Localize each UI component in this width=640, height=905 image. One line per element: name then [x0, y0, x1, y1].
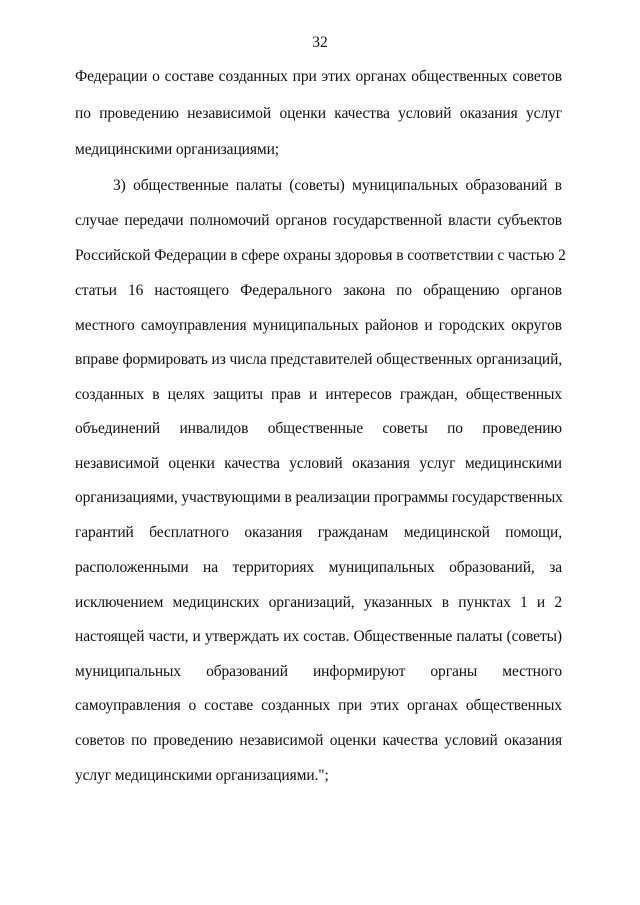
- text-line: созданных в целях защиты прав и интересов граждан, общественных: [75, 386, 562, 403]
- text-line: по проведению независимой оценки качества условий оказания услуг: [75, 105, 562, 122]
- text-line: случае передачи полномочий органов государственной власти субъектов: [75, 212, 562, 229]
- text-line: самоуправления о составе созданных при этих органах общественных: [75, 697, 562, 714]
- page-number: 32: [312, 34, 328, 51]
- text-line: Российской Федерации в сфере охраны здоровья в соответствии с частью 2: [75, 247, 566, 264]
- text-line: Федерации о составе созданных при этих органах общественных советов: [75, 68, 562, 85]
- text-line: медицинскими организациями;: [75, 141, 279, 158]
- text-line: объединений инвалидов общественные советы по проведению: [75, 420, 562, 437]
- text-line: независимой оценки качества условий оказания услуг медицинскими: [75, 455, 562, 472]
- text-line: вправе формировать из числа представителей общественных организаций,: [75, 351, 563, 368]
- text-line: статьи 16 настоящего Федерального закона по обращению органов: [75, 282, 562, 299]
- text-line: местного самоуправления муниципальных районов и городских округов: [75, 317, 562, 334]
- paragraph-start-line: 3) общественные палаты (советы) муниципальных образований в: [113, 177, 562, 194]
- text-line: муниципальных образований информируют органы местного: [75, 663, 562, 680]
- text-line: советов по проведению независимой оценки качества условий оказания: [75, 732, 562, 749]
- text-line: организациями, участвующими в реализации программы государственных: [75, 489, 563, 506]
- text-line: услуг медицинскими организациями.";: [75, 767, 329, 784]
- text-line: расположенными на территориях муниципальных образований, за: [75, 559, 562, 576]
- text-line: настоящей части, и утверждать их состав. Общественные палаты (советы): [75, 628, 562, 645]
- text-line: гарантий бесплатного оказания гражданам медицинской помощи,: [75, 524, 562, 541]
- text-line: исключением медицинских организаций, указанных в пунктах 1 и 2: [75, 594, 562, 611]
